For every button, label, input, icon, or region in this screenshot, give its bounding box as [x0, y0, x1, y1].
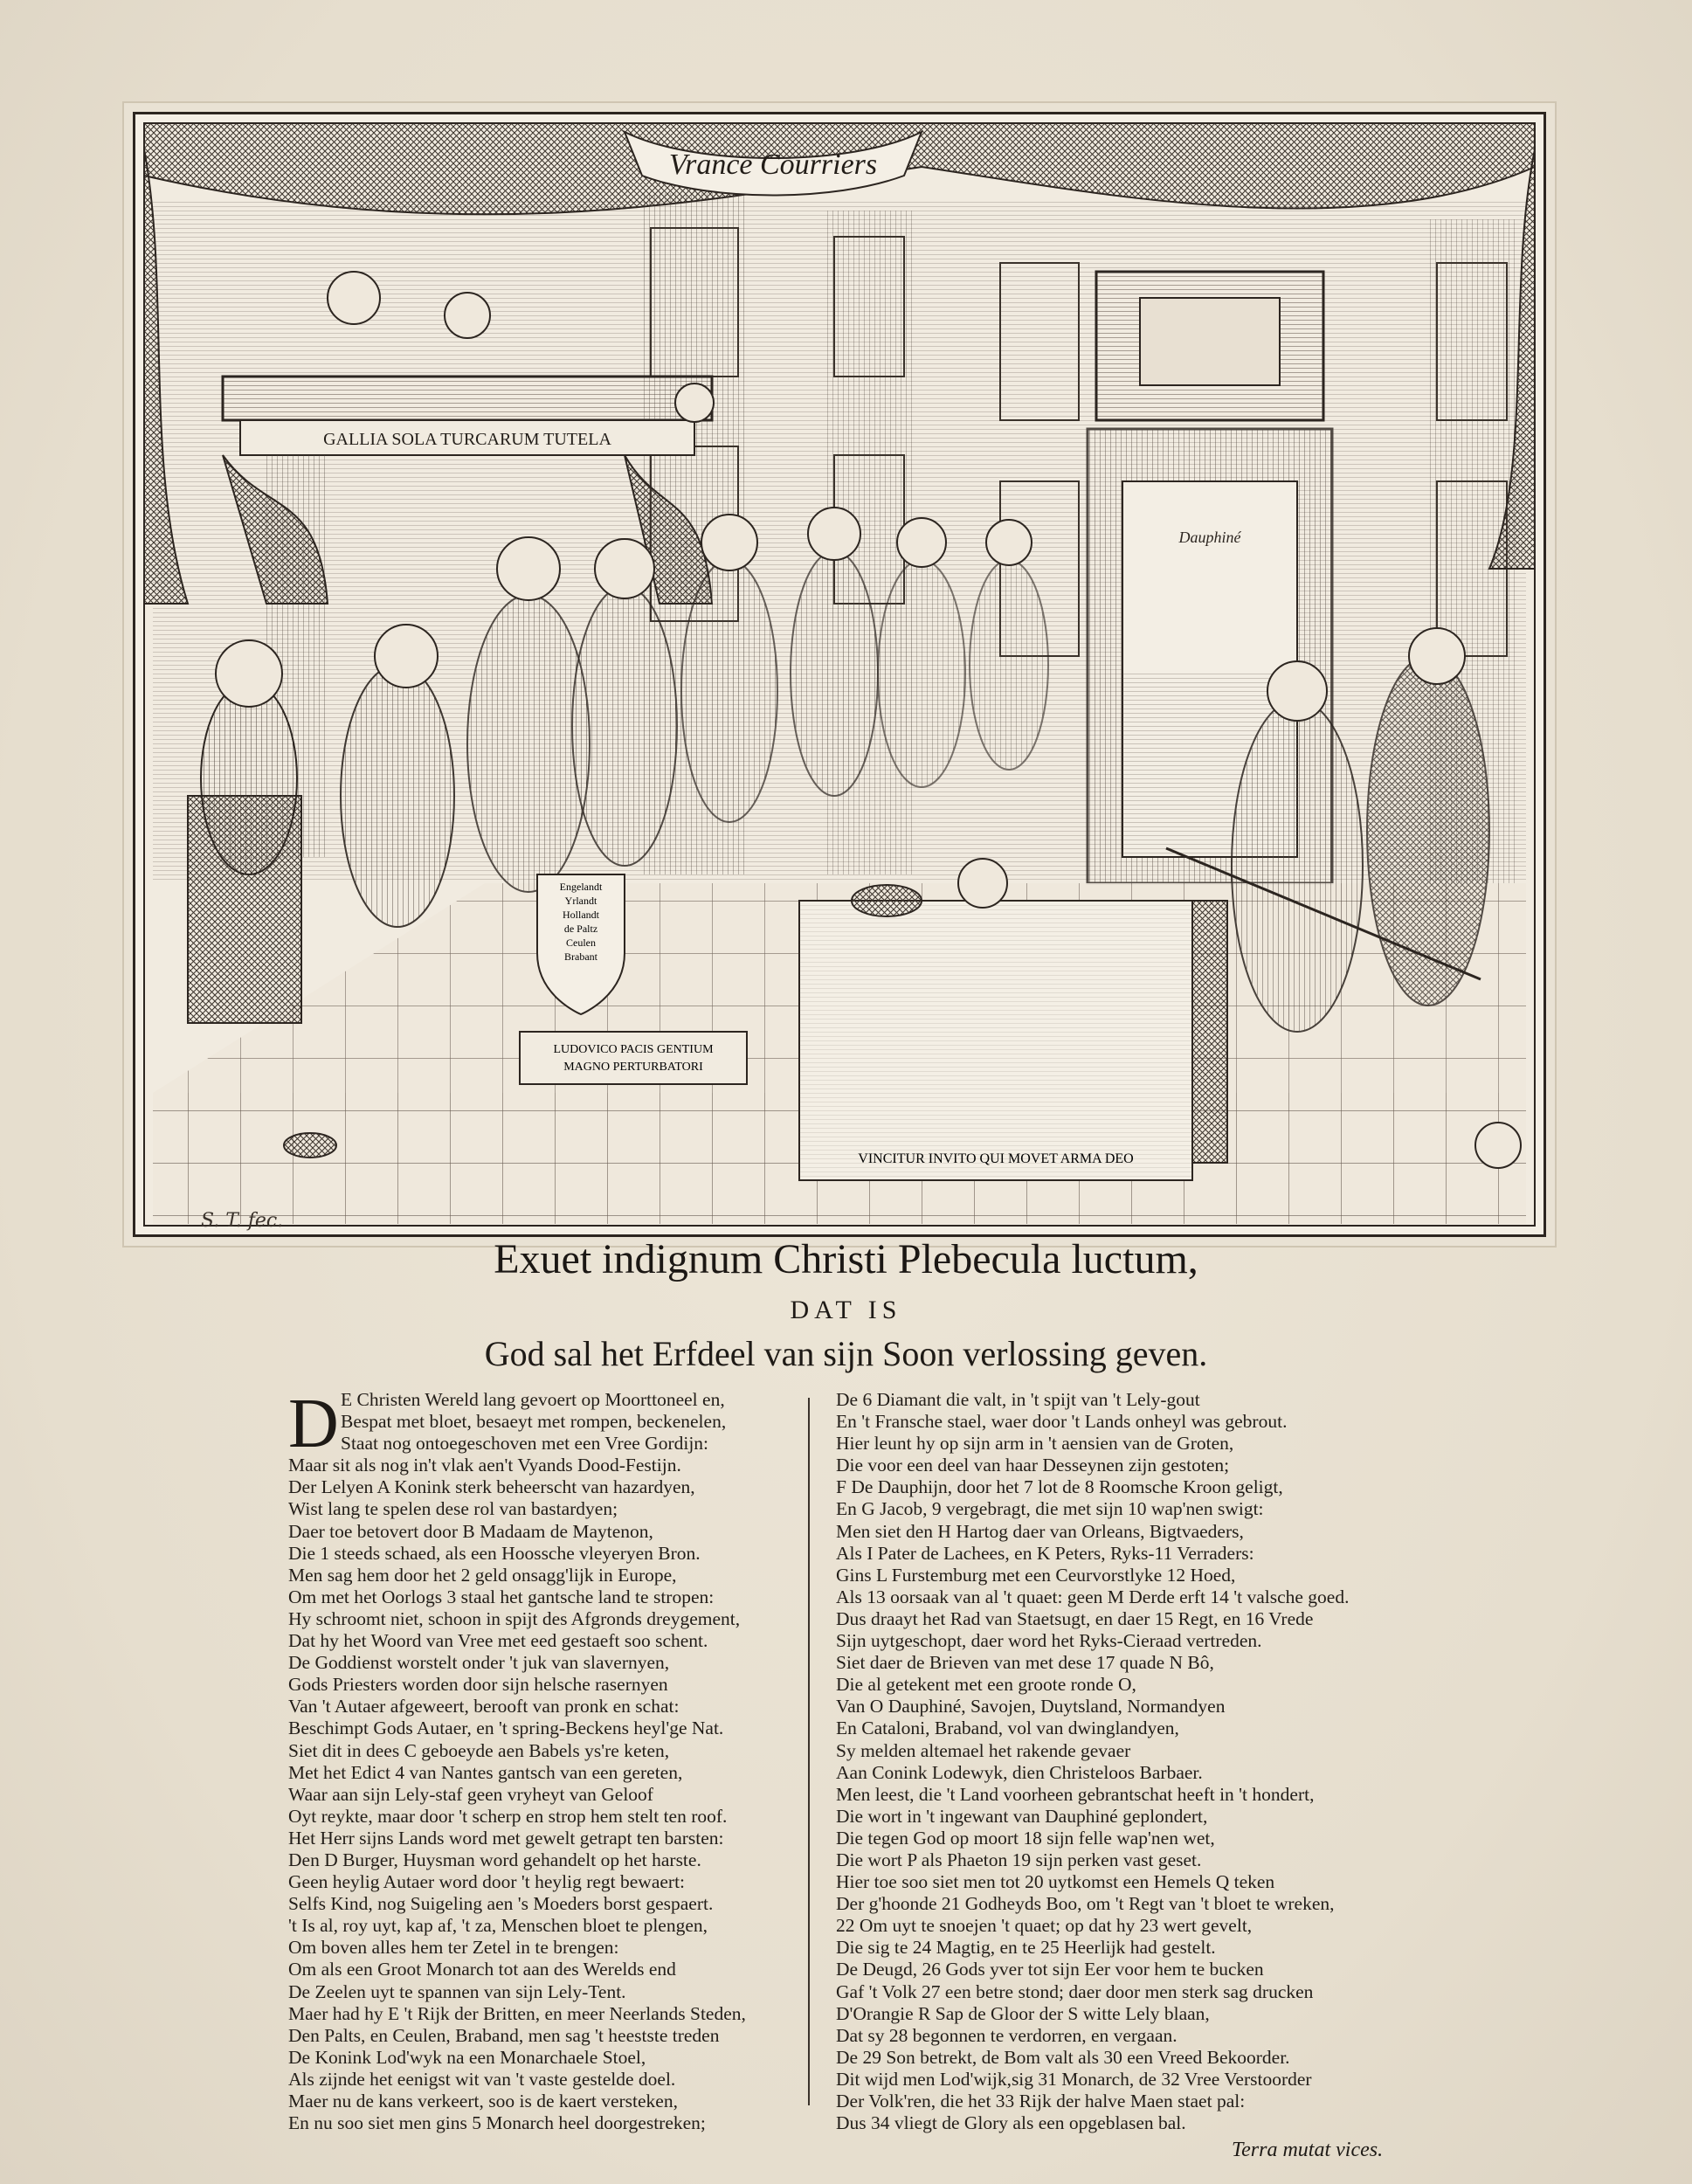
- poem-line: Maar sit als nog in't vlak aen't Vyands Dood-Festijn.: [288, 1455, 681, 1476]
- poem-line: Den D Burger, Huysman word gehandelt op het harste.: [288, 1849, 701, 1870]
- title-connector: DAT IS: [790, 1296, 902, 1324]
- draped-table: [799, 859, 1227, 1180]
- poem-line: E Christen Wereld lang gevoert op Moorttoneel en,: [341, 1389, 725, 1410]
- poem-line: Waar aan sijn Lely-staf geen vryheyt van Geloof: [288, 1783, 653, 1805]
- poem-line: Hier leunt hy op sijn arm in 't aensien van de Groten,: [836, 1433, 1234, 1455]
- svg-text:LUDOVICO PACIS GENTIUM: LUDOVICO PACIS GENTIUM: [553, 1043, 714, 1056]
- poem-line: De 29 Son betrekt, de Bom valt als 30 een Vreed Bekoorder.: [836, 2046, 1290, 2068]
- poem-line: Dit wijd men Lod'wijk,sig 31 Monarch, de 32 Vree Verstoorder: [836, 2068, 1312, 2090]
- cherub-figure: [328, 272, 380, 324]
- svg-text:Yrlandt: Yrlandt: [564, 895, 597, 907]
- poem-line: En 't Fransche stael, waer door 't Lands onheyl was gebrout.: [836, 1411, 1288, 1433]
- poem-line: Die tegen God op moort 18 sijn felle wap'nen wet,: [836, 1827, 1215, 1849]
- svg-text:de Paltz: de Paltz: [563, 923, 598, 935]
- poem-line: Men siet den H Hartog daer van Orleans, Bigtvaeders,: [836, 1520, 1244, 1542]
- poem-line: Dat hy het Woord van Vree met eed gestaeft soo schent.: [288, 1630, 708, 1652]
- poem-line: De Goddienst worstelt onder 't juk van slavernyen,: [288, 1652, 670, 1674]
- poem-line: F De Dauphijn, door het 7 lot de 8 Roomsche Kroon geligt,: [836, 1476, 1283, 1498]
- cherub-figure: [445, 293, 490, 338]
- poem-line: Van 't Autaer afgeweert, berooft van pronk en schat:: [288, 1696, 680, 1717]
- poem-line: De Zeelen uyt te spannen van sijn Lely-Tent.: [288, 1980, 626, 2002]
- poem-line: Daer toe betovert door B Madaam de Maytenon,: [288, 1520, 653, 1542]
- svg-text:Vrance Courriers: Vrance Courriers: [668, 149, 878, 181]
- poem-line: Die wort P als Phaeton 19 sijn perken vast geset.: [836, 1849, 1202, 1870]
- column-divider: [808, 1398, 810, 2105]
- poem-line: Die voor een deel van haar Desseynen zijn gestoten;: [836, 1455, 1230, 1476]
- svg-text:Ceulen: Ceulen: [566, 936, 596, 949]
- poem-line: De 6 Diamant die valt, in 't spijt van 't Lely-gout: [836, 1389, 1200, 1410]
- pedestal: [520, 1032, 747, 1084]
- poem-line: Aan Conink Lodewyk, dien Christeloos Barbaer.: [836, 1761, 1203, 1783]
- svg-text:GALLIA SOLA TURCARUM TUTELA: GALLIA SOLA TURCARUM TUTELA: [323, 430, 611, 449]
- poem-line: Gods Priesters worden door sijn helsche rasernyen: [288, 1674, 668, 1696]
- poem-line: En Cataloni, Braband, vol van dwinglandyen,: [836, 1717, 1179, 1739]
- poem-line: Het Herr sijns Lands word met gewelt getrapt ten barsten:: [288, 1827, 724, 1849]
- poem-line: Men leest, die 't Land voorheen gebrantschat heeft in 't hondert,: [836, 1783, 1315, 1805]
- svg-text:Hollandt: Hollandt: [563, 909, 599, 921]
- poem-line: 22 Om uyt te snoejen 't quaet; op dat hy 23 wert gevelt,: [836, 1915, 1253, 1937]
- artist-signature: S. T. fec.: [201, 1210, 284, 1232]
- cannon-wheel: [1475, 1123, 1521, 1168]
- poem-line: Van O Dauphiné, Savojen, Duytsland, Normandyen: [836, 1696, 1226, 1717]
- poem-line: Met het Edict 4 van Nantes gantsch van een gereten,: [288, 1761, 683, 1783]
- poem-line: Om boven alles hem ter Zetel in te brengen:: [288, 1937, 619, 1959]
- engraving-illustration: [135, 114, 1544, 1234]
- main-title: Exuet indignum Christi Plebecula luctum,: [494, 1236, 1198, 1282]
- poem-line: Gaf 't Volk 27 een betre stond; daer door men sterk sag drucken: [836, 1980, 1314, 2002]
- poem-line: Der g'hoonde 21 Godheyds Boo, om 't Regt van 't bloet te wreken,: [836, 1893, 1335, 1915]
- poem-line: Wist lang te spelen dese rol van bastardyen;: [288, 1498, 618, 1520]
- poem-line: Bespat met bloet, besaeyt met rompen, beckenelen,: [341, 1411, 727, 1433]
- svg-text:VINCITUR INVITO QUI MOVET ARMA: VINCITUR INVITO QUI MOVET ARMA DEO: [858, 1151, 1134, 1166]
- poem-line: Als zijnde het eenigst wit van 't vaste gestelde doel.: [288, 2068, 676, 2090]
- poem-line: Om als een Groot Monarch tot aan des Werelds end: [288, 1959, 676, 1980]
- poem-line: Der Volk'ren, die het 33 Rijk der halve Maen staet pal:: [836, 2091, 1246, 2111]
- doorway-label: Dauphiné: [1178, 529, 1241, 546]
- poem-line: Maer had hy E 't Rijk der Britten, en meer Neerlands Steden,: [288, 2002, 746, 2024]
- poem-line: Den Palts, en Ceulen, Braband, men sag 't heestste treden: [288, 2024, 720, 2046]
- poem-line: Maer nu de kans verkeert, soo is de kaert versteken,: [288, 2091, 678, 2111]
- drop-capital: D: [288, 1386, 339, 1462]
- poem-line: Beschimpt Gods Autaer, en 't spring-Beckens heyl'ge Nat.: [288, 1717, 724, 1739]
- subtitle: God sal het Erfdeel van sijn Soon verlossing geven.: [484, 1334, 1208, 1373]
- poem-line: Die wort in 't ingewant van Dauphiné geplondert,: [836, 1805, 1208, 1827]
- poem-left-column: [288, 1386, 791, 2134]
- poem-line: Hier toe soo siet men tot 20 uytkomst een Hemels Q teken: [836, 1871, 1275, 1893]
- poem-line: De Konink Lod'wyk na een Monarchaele Stoel,: [288, 2046, 646, 2068]
- engraving-plate: [133, 112, 1546, 1237]
- poem-line: Om met het Oorlogs 3 staal het gantsche land te stropen:: [288, 1586, 715, 1607]
- poem-line: Sy melden altemael het rakende gevaer: [836, 1739, 1131, 1761]
- poem-line: Men sag hem door het 2 geld onsagg'lijk in Europe,: [288, 1564, 677, 1586]
- cherub-figure: [675, 384, 714, 422]
- poem-line: En G Jacob, 9 vergebragt, die met sijn 10 wap'nen swigt:: [836, 1498, 1264, 1520]
- poem-line: Die sig te 24 Magtig, en te 25 Heerlijk had gestelt.: [836, 1937, 1216, 1959]
- poem-line: 't Is al, roy uyt, kap af, 't za, Menschen bloet te plengen,: [288, 1915, 708, 1937]
- poem-line: Der Lelyen A Konink sterk beheerscht van hazardyen,: [288, 1476, 695, 1498]
- poem-line: D'Orangie R Sap de Gloor der S witte Lely blaan,: [836, 2002, 1210, 2024]
- poem-line: Als 13 oorsaak van al 't quaet: geen M Derde erft 14 't valsche goed.: [836, 1586, 1350, 1607]
- poem-line: Hy schroomt niet, schoon in spijt des Afgronds dreygement,: [288, 1607, 741, 1629]
- poem-line: Geen heylig Autaer word door 't heylig regt bewaert:: [288, 1871, 686, 1893]
- poem-line: Dus 34 vliegt de Glory als een opgeblasen bal.: [836, 2112, 1186, 2134]
- poem-line: Staat nog ontoegeschoven met een Vree Gordijn:: [341, 1433, 709, 1455]
- svg-text:Brabant: Brabant: [564, 950, 597, 963]
- poem-line: Sijn uytgeschopt, daer word het Ryks-Cieraad vertreden.: [836, 1630, 1262, 1652]
- poem-line: Dat sy 28 begonnen te verdorren, en vergaan.: [836, 2024, 1177, 2046]
- poem-line: Als I Pater de Lachees, en K Peters, Ryks-11 Verraders:: [836, 1542, 1254, 1564]
- svg-text:Engelandt: Engelandt: [559, 881, 603, 893]
- closing-motto: Terra mutat vices.: [1232, 2139, 1384, 2161]
- poem-line: Dus draayt het Rad van Staetsugt, en daer 15 Regt, en 16 Vrede: [836, 1607, 1314, 1629]
- poem-line: Die 1 steeds schaed, als een Hoossche vleyeryen Bron.: [288, 1542, 701, 1564]
- poem-line: Siet daer de Brieven van met dese 17 quade N Bô,: [836, 1652, 1214, 1674]
- crown: [284, 1133, 336, 1158]
- poem-line: En nu soo siet men gins 5 Monarch heel doorgestreken;: [288, 2112, 706, 2134]
- poem-line: De Deugd, 26 Gods yver tot sijn Eer voor hem te bucken: [836, 1959, 1264, 1980]
- svg-text:MAGNO PERTURBATORI: MAGNO PERTURBATORI: [563, 1061, 703, 1074]
- poem-line: Die al getekent met een groote ronde O,: [836, 1674, 1136, 1696]
- poem-line: Selfs Kind, nog Suigeling aen 's Moeders borst gespaert.: [288, 1893, 714, 1915]
- poem-line: Siet dit in dees C geboeyde aen Babels ys're keten,: [288, 1739, 670, 1761]
- poem-line: Oyt reykte, maar door 't scherp en strop hem stelt ten roof.: [288, 1805, 728, 1827]
- poem-right-column: [836, 1389, 1395, 2134]
- poem-line: Gins L Furstemburg met een Ceurvorstlyke 12 Hoed,: [836, 1564, 1236, 1586]
